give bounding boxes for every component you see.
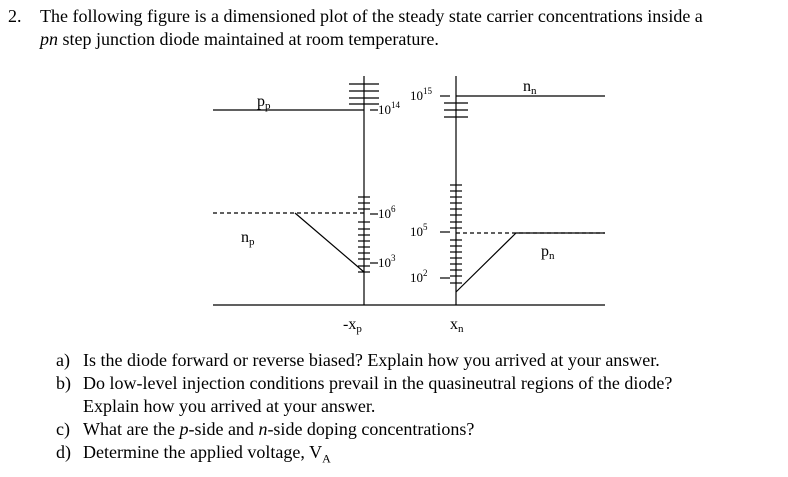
label-pn: pn [541,243,555,262]
label-xn: xn [450,316,464,335]
label-np: np [241,229,255,248]
tick-label-1e3: $10^3$ [378,253,396,270]
label-pp: pp [257,93,271,112]
label-xp: -xp [343,316,362,335]
question-b-continued: Explain how you arrived at your answer. [83,396,376,416]
pn-profile [456,233,516,292]
problem-statement-line2-rest: step junction diode maintained at room temperature. [58,29,439,49]
tick-label-1e5: $10^5$ [410,222,428,239]
tick-label-1e2: $10^2$ [410,268,428,285]
tick-label-1e15: $10^{15}$ [410,86,432,103]
question-c: c) What are the p-side and n-side doping concentrations? [56,419,475,439]
question-b: b) Do low-level injection conditions prevail in the quasineutral regions of the diode? [56,373,673,393]
np-profile [295,213,364,272]
label-nn: nn [523,78,537,97]
tick-label-1e6: $10^6$ [378,204,396,221]
question-d: d) Determine the applied voltage, $V_A$ [56,442,331,466]
problem-number: 2. [8,6,22,26]
problem-statement-line1: The following figure is a dimensioned plot of the steady state carrier concentrations inside a [40,6,703,26]
question-a: a) Is the diode forward or reverse biased? Explain how you arrived at your answer. [56,350,660,370]
tick-label-1e14: $10^{14}$ [378,100,400,117]
pn-italic: pn [40,29,58,49]
